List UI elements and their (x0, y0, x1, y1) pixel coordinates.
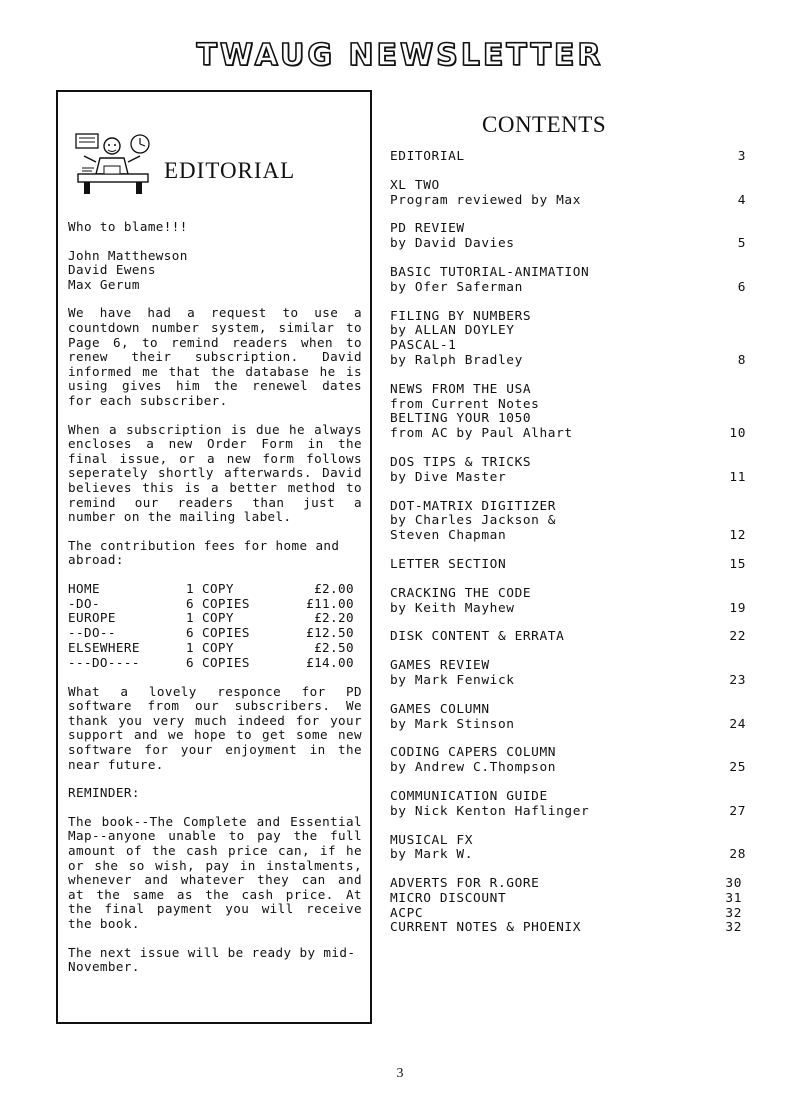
toc-page-number: 23 (729, 672, 746, 688)
editorial-body (68, 220, 362, 989)
editorial-paragraph: The next issue will be ready by mid-November. (68, 944, 356, 975)
toc-page-number: 15 (729, 556, 746, 572)
toc-entry (390, 877, 746, 892)
toc-entry (390, 921, 746, 936)
toc-page-number: 12 (729, 528, 746, 544)
toc-entry (390, 150, 746, 165)
toc-page-number: 6 (737, 279, 746, 295)
editor-name: David Ewens (68, 262, 156, 278)
toc-entry (390, 746, 746, 776)
editor-at-desk-icon (74, 130, 152, 196)
toc-final-group (390, 877, 746, 936)
toc-line: by David Davies (390, 236, 515, 252)
toc-page-number: 4 (737, 192, 746, 208)
toc-entry (390, 892, 746, 907)
toc-line: ADVERTS FOR R.GORE (390, 876, 540, 892)
fee-region: HOME (68, 580, 100, 596)
toc-line: from AC by Paul Alhart (390, 426, 573, 442)
fee-region: ---DO---- (68, 654, 140, 670)
fee-price: £14.00 (306, 654, 354, 670)
fee-copies: 1 COPY (186, 610, 234, 626)
editorial-paragraph: The book--The Complete and Essential Map--anyone unable to pay the full amount of the cash price can, if he or she so wish, pay in instalments, whenever and whatever they can and at the same as the cash price. At the final payment you will receive the book. (68, 813, 362, 931)
toc-line: by Dive Master (390, 469, 507, 485)
toc-line: PD REVIEW (390, 221, 465, 237)
fee-price: £11.00 (306, 595, 354, 611)
fee-row (68, 656, 354, 671)
toc-line: ACPC (390, 905, 424, 921)
toc-line: NEWS FROM THE USA (390, 381, 532, 397)
toc-entry (390, 790, 746, 820)
fees-table (68, 582, 354, 671)
toc-page-number: 31 (725, 890, 742, 906)
toc-page-number: 32 (725, 905, 742, 921)
fee-copies: 6 COPIES (186, 654, 250, 670)
toc-line: by Nick Kenton Haflinger (390, 803, 590, 819)
toc-line: XL TWO (390, 177, 440, 193)
editor-list (68, 249, 362, 293)
toc-line: COMMUNICATION GUIDE (390, 788, 548, 804)
fee-copies: 1 COPY (186, 580, 234, 596)
toc-line: CRACKING THE CODE (390, 585, 532, 601)
toc-entry (390, 456, 746, 486)
toc-line: Program reviewed by Max (390, 192, 582, 208)
toc-line: by Keith Mayhew (390, 600, 515, 616)
fee-copies: 6 COPIES (186, 595, 250, 611)
blame-heading: Who to blame!!! (68, 219, 188, 234)
toc-line: CODING CAPERS COLUMN (390, 745, 557, 761)
toc-page-number: 10 (729, 426, 746, 442)
toc-line: Steven Chapman (390, 528, 507, 544)
toc-line: GAMES REVIEW (390, 658, 490, 674)
toc-page-number: 28 (729, 847, 746, 863)
toc-page-number: 30 (725, 876, 742, 892)
toc-page-number: 24 (729, 716, 746, 732)
editorial-paragraph: What a lovely responce for PD software from our subscribers. We thank you very much indeed for your support and we hope to get some new software for your enjoyment in the near future. (68, 683, 362, 772)
toc-page-number: 5 (737, 236, 746, 252)
fee-price: £2.50 (314, 640, 354, 656)
fee-row (68, 582, 354, 597)
toc-line: by Ofer Saferman (390, 279, 523, 295)
toc-entry (390, 834, 746, 864)
toc-entry (390, 587, 746, 617)
toc-line: EDITORIAL (390, 149, 465, 164)
toc-entry (390, 179, 746, 209)
fee-row (68, 641, 354, 656)
toc-line: BASIC TUTORIAL-ANIMATION (390, 264, 590, 280)
toc-line: by Charles Jackson & (390, 513, 557, 529)
fees-intro: The contribution fees for home and abroad: (68, 537, 340, 568)
fee-row (68, 611, 354, 626)
toc-line: DISK CONTENT & ERRATA (390, 629, 565, 645)
toc-entry (390, 310, 746, 369)
toc-line: FILING BY NUMBERS (390, 308, 532, 324)
toc-page-number: 19 (729, 600, 746, 616)
fee-copies: 6 COPIES (186, 625, 250, 641)
fee-price: £2.00 (314, 580, 354, 596)
toc-page-number: 32 (725, 920, 742, 936)
toc-entry (390, 907, 746, 922)
toc-line: DOS TIPS & TRICKS (390, 454, 532, 470)
toc-line: by Andrew C.Thompson (390, 760, 557, 776)
toc-entry (390, 659, 746, 689)
fee-copies: 1 COPY (186, 640, 234, 656)
reminder-heading: REMINDER: (68, 785, 140, 801)
fee-region: -DO- (68, 595, 100, 611)
newsletter-masthead: TWAUG NEWSLETTER (196, 38, 604, 73)
toc-line: CURRENT NOTES & PHOENIX (390, 920, 582, 936)
toc-page-number: 8 (737, 352, 746, 368)
editorial-box (56, 90, 372, 1024)
toc-line: BELTING YOUR 1050 (390, 411, 532, 427)
toc-line: GAMES COLUMN (390, 701, 490, 717)
toc-line: by Mark W. (390, 847, 474, 863)
editor-name: Max Gerum (68, 276, 140, 292)
toc-line: MICRO DISCOUNT (390, 890, 507, 906)
editorial-header (74, 130, 354, 200)
contents-title: CONTENTS (482, 112, 607, 137)
toc-entry (390, 630, 746, 645)
fee-region: ELSEWHERE (68, 640, 140, 656)
toc-page-number: 11 (729, 469, 746, 485)
toc-line: PASCAL-1 (390, 338, 457, 354)
toc-entry (390, 266, 746, 296)
fee-price: £2.20 (314, 610, 354, 626)
fee-region: EUROPE (68, 610, 116, 626)
toc-page-number: 27 (729, 803, 746, 819)
toc-page-number: 3 (737, 149, 746, 164)
toc-entry (390, 703, 746, 733)
toc-line: DOT-MATRIX DIGITIZER (390, 498, 557, 514)
fee-row (68, 626, 354, 641)
toc-line: MUSICAL FX (390, 832, 474, 848)
contents-list (390, 150, 746, 936)
toc-page-number: 25 (729, 760, 746, 776)
page-number: 3 (396, 1066, 404, 1081)
toc-line: by ALLAN DOYLEY (390, 323, 515, 339)
fee-price: £12.50 (306, 625, 354, 641)
editorial-paragraph: When a subscription is due he always encloses a new Order Form in the final issue, or a new form follows seperately shortly afterwards. David believes this is a better method to remind our readers than just a number on the mailing label. (68, 421, 362, 525)
fee-region: --DO-- (68, 625, 116, 641)
editor-name: John Matthewson (68, 247, 188, 263)
editorial-title: EDITORIAL (164, 158, 296, 183)
toc-entry (390, 222, 746, 252)
fee-row (68, 597, 354, 612)
editorial-paragraph: We have had a request to use a countdown number system, similar to Page 6, to remind readers when to renew their subscription. David informed me that the database he is using gives him the renewel dates for each subscriber. (68, 305, 362, 408)
toc-line: LETTER SECTION (390, 556, 507, 572)
toc-page-number: 22 (729, 629, 746, 645)
toc-entry (390, 500, 746, 544)
toc-line: by Mark Fenwick (390, 672, 515, 688)
toc-entry (390, 383, 746, 442)
toc-entry (390, 558, 746, 573)
toc-line: by Ralph Bradley (390, 352, 523, 368)
toc-line: by Mark Stinson (390, 716, 515, 732)
toc-line: from Current Notes (390, 396, 540, 412)
